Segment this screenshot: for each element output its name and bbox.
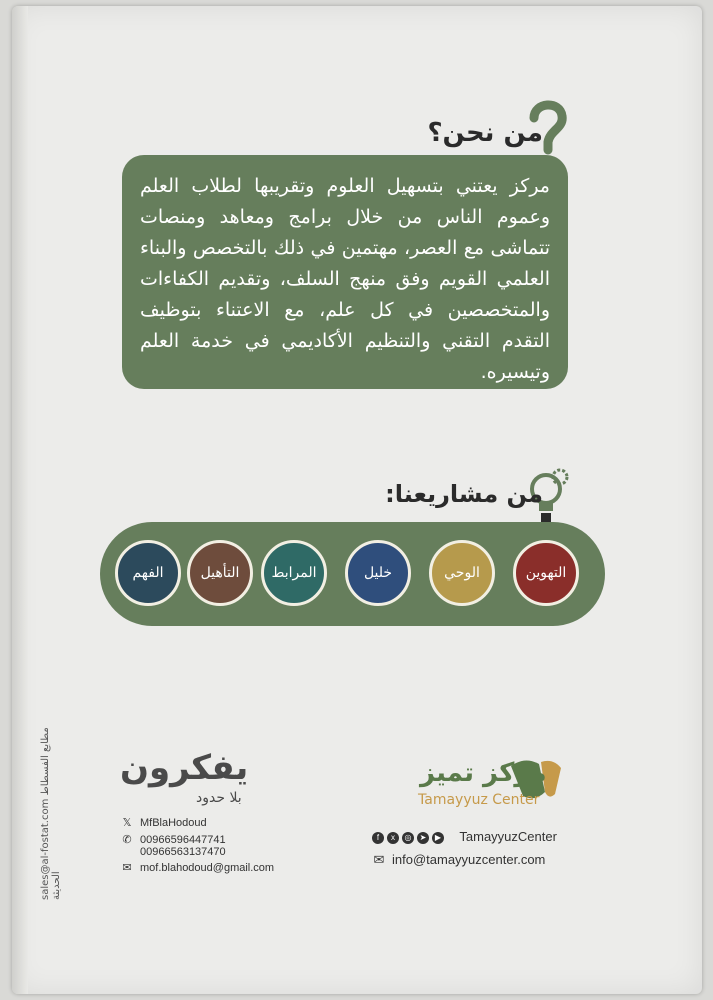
projects-bar <box>100 522 605 626</box>
project-logo-wahy: الوحي <box>429 540 495 606</box>
yufakkiroon-phone-row <box>120 833 226 858</box>
project-logo-murabit: المرابط <box>261 540 327 606</box>
yufakkiroon-x-handle[interactable]: MfBlaHodoud <box>140 817 207 829</box>
tamayyuz-email[interactable]: info@tamayyuzcenter.com <box>392 852 546 867</box>
tamayyuz-email-row <box>372 852 545 868</box>
tamayyuz-name-ar: مركز تميز <box>420 758 547 788</box>
yufakkiroon-subtitle: بلا حدود <box>196 790 242 806</box>
yufakkiroon-phone1[interactable]: 00966596447741 <box>140 834 226 846</box>
phone-icon: ✆ <box>122 834 132 846</box>
about-box <box>122 155 568 389</box>
tamayyuz-social-row <box>372 829 557 844</box>
yufakkiroon-x-row <box>120 816 207 829</box>
instagram-icon[interactable]: ◎ <box>402 832 414 844</box>
spine-edge <box>12 6 28 994</box>
project-logo-taheel: التأهيل <box>187 540 253 606</box>
tamayyuz-handle[interactable]: TamayyuzCenter <box>459 829 557 844</box>
yufakkiroon-email[interactable]: mof.blahodoud@gmail.com <box>140 862 275 874</box>
x-icon[interactable]: x <box>387 832 399 844</box>
x-icon: 𝕏 <box>122 817 132 829</box>
mail-icon: ✉ <box>373 852 385 867</box>
project-logo-tahween: التهوين <box>513 540 579 606</box>
project-logo-khalil: خليل <box>345 540 411 606</box>
yufakkiroon-email-row <box>120 861 274 874</box>
tamayyuz-name-en: Tamayyuz Center <box>418 792 540 808</box>
project-logo-fahm: الفهم <box>115 540 181 606</box>
yufakkiroon-logo-text: يفكرون <box>120 748 249 788</box>
telegram-icon[interactable]: ➤ <box>417 832 429 844</box>
yufakkiroon-phone2[interactable]: 00966563137470 <box>140 846 226 858</box>
about-title: من نحن؟ <box>427 118 543 148</box>
projects-title: من مشاريعنا: <box>385 480 543 508</box>
about-text: مركز يعتني بتسهيل العلوم وتقريبها لطلاب العلم وعموم الناس من خلال برامج ومعاهد ومنصات تتماشى مع العصر، مهتمين في ذلك بالتخصص والبناء العلمي القويم وفق منهج السلف، وتقديم الكفاءات والمتخصصين في كل علم، مع الاعتناء بتوظيف التقدم التقني والتنظيم الأكاديمي في خدمة العلم وتيسيره. <box>140 175 550 383</box>
facebook-icon[interactable]: f <box>372 832 384 844</box>
printer-credit: sales@al-fostat.com مطابع الفسطاط الحديثة <box>40 727 62 900</box>
youtube-icon[interactable]: ▶ <box>432 832 444 844</box>
mail-icon: ✉ <box>122 862 132 874</box>
